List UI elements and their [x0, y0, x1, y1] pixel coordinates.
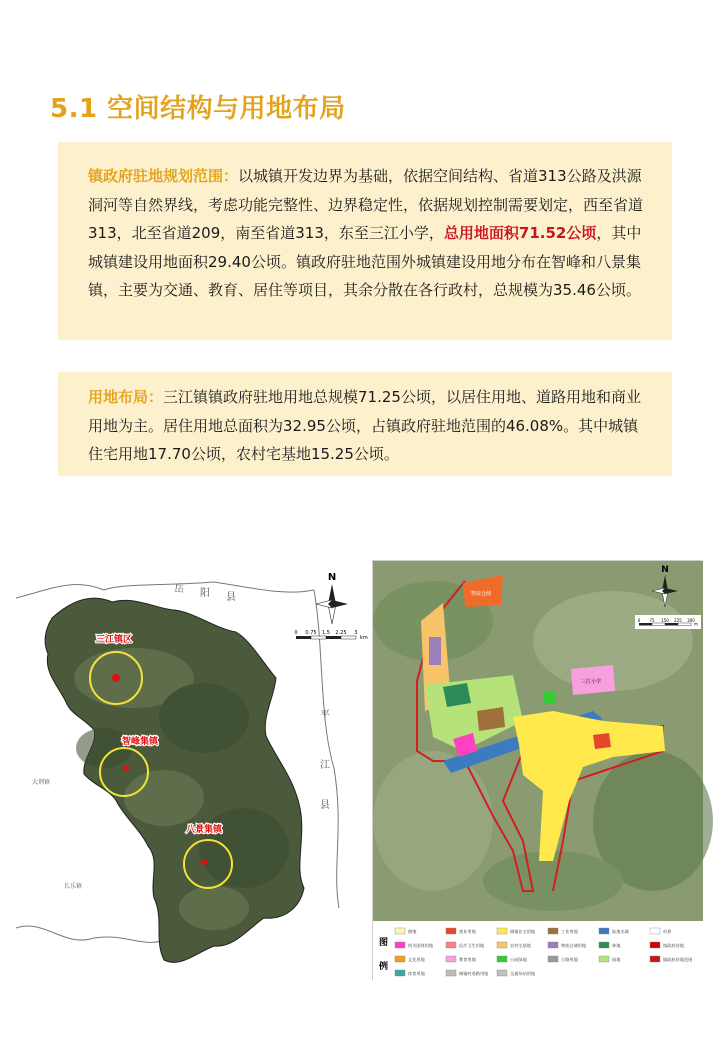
legend-swatch — [395, 970, 405, 976]
center-dot-zhifeng — [123, 765, 129, 771]
scale-tick-3: 225 — [674, 618, 682, 623]
legend-label: 交通场站用地 — [510, 971, 536, 976]
south-boundary-line — [16, 926, 164, 942]
scale-tick-0: 0 — [637, 618, 641, 623]
center-dot-bajing — [201, 859, 207, 865]
legend-label: 体育用地 — [408, 971, 425, 976]
north-arrow-icon — [316, 572, 348, 624]
legend-swatch — [395, 928, 405, 934]
legend-label: 公路用地 — [561, 957, 578, 962]
center-label-zhifeng: 智峰集镇 — [122, 737, 159, 747]
block-label-north: 物流仓储 — [471, 591, 492, 597]
county-east-3: 县 — [320, 800, 330, 811]
block-green-park — [543, 691, 555, 703]
legend-swatch — [395, 956, 405, 962]
outer-boundary-line — [16, 582, 314, 598]
legend-label: 林地 — [612, 943, 621, 948]
land-layout-text: 三江镇镇政府驻地用地总规模71.25公顷，以居住用地、道路用地和商业用地为主。居住用地总面积为32.95公顷，占镇政府驻地范围的46.08%。其中城镇住宅用地17.70公顷，农村宅基地15.25公顷。 — [88, 388, 641, 463]
center-dot-sanjiang — [112, 674, 120, 682]
block-label-school: 三江小学 — [581, 679, 602, 685]
legend-label: 镇政府驻地范围 — [663, 957, 693, 962]
scale-tick-1: 75 — [649, 618, 655, 623]
legend-label: 农村宅基地 — [510, 943, 531, 948]
legend-label: 物流仓储用地 — [561, 943, 587, 948]
legend-swatch — [599, 928, 609, 934]
legend-swatch — [599, 956, 609, 962]
block-brown-ind — [477, 707, 505, 731]
scale-bar — [294, 630, 367, 641]
scale-unit: km — [360, 635, 368, 641]
scale-tick-1: 0.75 — [305, 630, 317, 636]
scale-unit: m — [694, 621, 698, 627]
legend-swatch — [446, 970, 456, 976]
legend-swatch — [395, 942, 405, 948]
legend-label: 商业用地 — [459, 929, 476, 934]
legend-label: 园地 — [612, 957, 621, 962]
legend-label: 陆地水域 — [612, 929, 629, 934]
county-north-2: 阳 — [200, 588, 210, 599]
legend-swatch — [599, 942, 609, 948]
planning-scope-text-1: 以城镇开发边界为基础，依据空间结构、省道313公路及洪源洞河等自然界线，考虑功能完整性、边界稳定性，依据规划控制需要划定，西至省道313，北至省道209，南至省道313，东至三江小学， — [88, 167, 644, 242]
legend-label: 文化用地 — [408, 957, 425, 962]
scale-tick-3: 2.25 — [335, 630, 347, 636]
legend-swatch — [548, 928, 558, 934]
planning-scope-lead: 镇政府驻地规划范围： — [88, 167, 239, 185]
neighbor-town-2: 长乐镇 — [64, 883, 83, 890]
center-label-sanjiang: 三江镇区 — [96, 635, 133, 645]
legend-label: 机关团体用地 — [408, 943, 434, 948]
north-label: N — [327, 572, 337, 583]
legend-label: 公园绿地 — [510, 957, 527, 962]
legend-label: 耕地 — [408, 929, 417, 934]
legend-swatch — [548, 956, 558, 962]
legend-label: 医疗卫生用地 — [459, 943, 485, 948]
scale-tick-4: 3 — [354, 630, 358, 636]
land-layout-box — [58, 372, 672, 476]
planning-scope-highlight: 总用地面积71.52公顷 — [443, 224, 597, 242]
land-use-map — [372, 560, 702, 980]
legend-swatch — [650, 956, 660, 962]
legend-swatch — [446, 956, 456, 962]
legend-swatch — [497, 970, 507, 976]
legend-label: 村界 — [663, 929, 672, 934]
legend-swatch — [446, 928, 456, 934]
block-dark-green — [443, 683, 471, 707]
county-north-3: 县 — [226, 592, 236, 603]
section-title: 5.1 空间结构与用地布局 — [50, 94, 346, 124]
town-overview-map — [14, 568, 368, 980]
legend-swatch — [497, 928, 507, 934]
legend-swatch — [446, 942, 456, 948]
legend-label: 工业用地 — [561, 929, 578, 934]
county-east-2: 江 — [320, 760, 330, 771]
north-label: N — [661, 565, 669, 575]
block-purple — [429, 637, 441, 665]
scale-tick-2: 1.5 — [322, 630, 330, 636]
planning-scope-text-2: ，其中城镇建设用地面积29.40公顷。镇政府驻地范围外城镇建设用地分布在智峰和八景集镇，主要为交通、教育、居住等项目，其余分散在各行政村，总规模为35.46公顷。 — [88, 224, 642, 299]
land-layout-lead: 用地布局： — [88, 388, 164, 406]
county-north-1: 岳 — [174, 584, 184, 595]
legend-label: 城镇住宅用地 — [510, 929, 536, 934]
block-red-commercial — [593, 733, 611, 749]
scale-tick-0: 0 — [294, 630, 298, 636]
scale-tick-4: 300 — [687, 618, 695, 623]
county-east-1: 平 — [320, 710, 330, 721]
legend-label: 城镇村道路用地 — [459, 971, 489, 976]
center-label-bajing: 八景集镇 — [186, 825, 223, 835]
legend-swatch — [497, 942, 507, 948]
legend-label: 镇政府驻地 — [663, 943, 684, 948]
legend-title-1: 图 — [379, 938, 389, 948]
legend-label: 教育用地 — [459, 957, 476, 962]
neighbor-town-1: 大荆镇 — [32, 779, 51, 786]
legend-swatch — [650, 942, 660, 948]
planning-scope-box — [58, 142, 672, 340]
scale-tick-2: 150 — [661, 618, 669, 623]
legend-swatch — [548, 942, 558, 948]
legend-swatch — [497, 956, 507, 962]
legend-title-2: 例 — [379, 962, 389, 972]
legend-swatch — [650, 928, 660, 934]
